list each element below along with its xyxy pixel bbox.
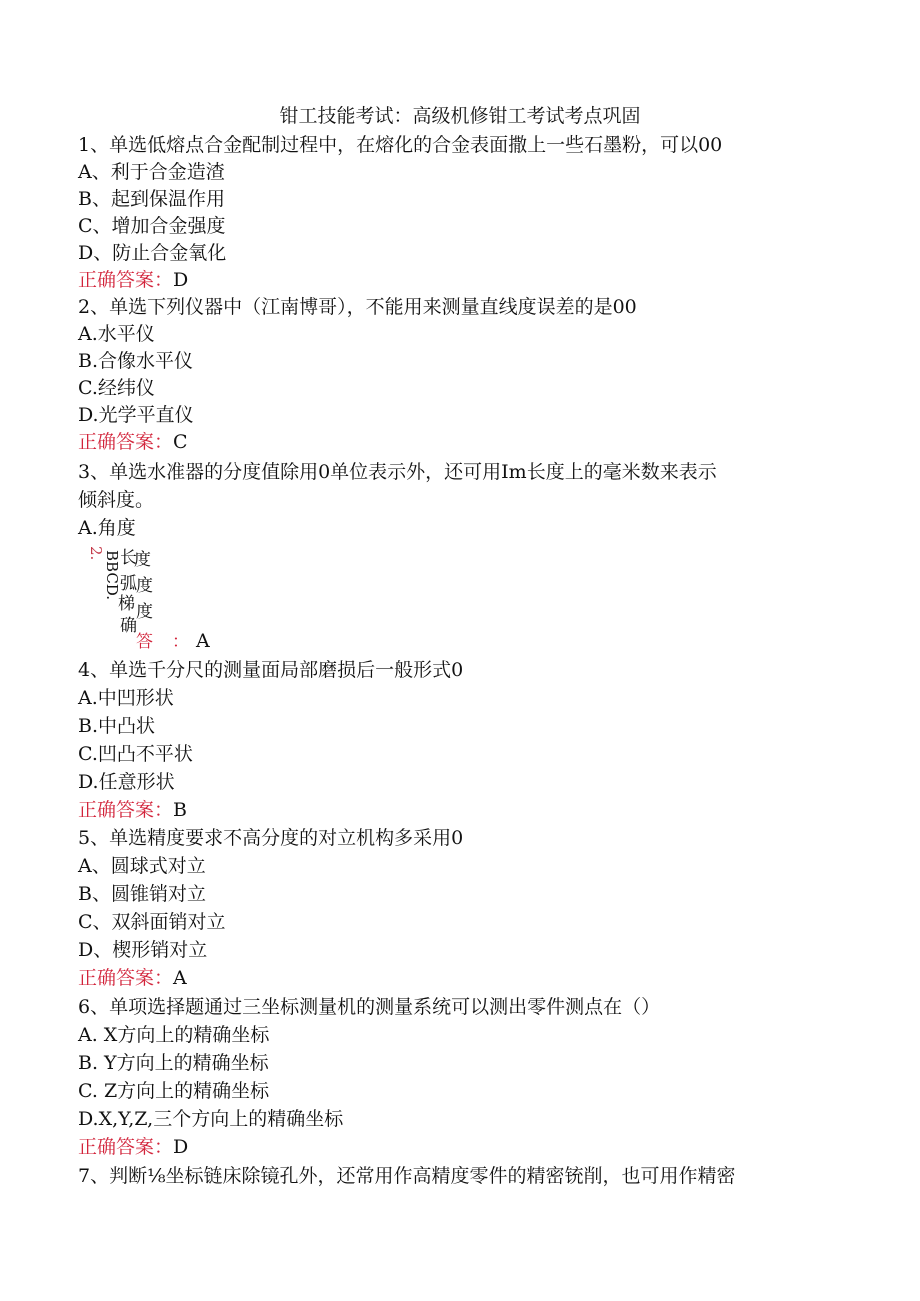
question-2-option-b: B.合像水平仪 <box>78 350 194 372</box>
question-5-option-d: D、楔形销对立 <box>78 939 208 961</box>
question-1-text: 1、单选低熔点合金配制过程中，在熔化的合金表面撒上一些石墨粉，可以00 <box>78 134 723 156</box>
answer-label: 正确答案： <box>78 967 174 989</box>
question-3-answer-letter: A <box>196 630 210 652</box>
question-6-option-d: D.X,Y,Z,三个方向上的精确坐标 <box>78 1108 344 1130</box>
question-1-answer <box>78 267 188 293</box>
question-4-answer <box>78 797 187 823</box>
question-6-text: 6、单项选择题通过三坐标测量机的测量系统可以测出零件测点在（） <box>78 996 661 1018</box>
answer-letter: C <box>173 431 188 453</box>
question-3-garbled-block <box>88 544 228 654</box>
question-5-option-b: B、圆锥销对立 <box>78 883 206 905</box>
question-2-option-c: C.经纬仪 <box>78 377 155 399</box>
question-4-option-c: C.凹凸不平状 <box>78 743 193 765</box>
question-4-text: 4、单选千分尺的测量面局部磨损后一般形式0 <box>78 659 464 681</box>
question-5-option-c: C、双斜面销对立 <box>78 911 226 933</box>
question-4-option-d: D.任意形状 <box>78 771 175 793</box>
garbled-hu: 弧 <box>120 574 137 594</box>
garbled-chang: 长 <box>120 548 137 568</box>
question-1-option-b: B、起到保温作用 <box>78 188 225 210</box>
garbled-col-1: 2. <box>87 546 105 561</box>
document-title: 钳工技能考试：高级机修钳工考试考点巩固 <box>279 105 641 127</box>
question-6-option-c: C. Z方向上的精确坐标 <box>78 1080 270 1102</box>
question-6-answer <box>78 1134 188 1160</box>
question-6-option-a: A. X方向上的精确坐标 <box>78 1024 270 1046</box>
question-3-option-a: A.角度 <box>78 517 136 539</box>
garbled-answer-fragment: 答 <box>136 632 153 652</box>
answer-letter: A <box>173 967 187 989</box>
question-1-option-c: C、增加合金强度 <box>78 215 226 237</box>
question-4-option-a: A.中凹形状 <box>78 687 174 709</box>
question-5-option-a: A、圆球式对立 <box>78 855 206 877</box>
question-1-option-a: A、利于合金造渣 <box>78 161 225 183</box>
question-2-answer <box>78 429 188 455</box>
garbled-du-2: 度 <box>136 576 153 596</box>
question-7-text: 7、判断⅛坐标链床除镜孔外，还常用作高精度零件的精密铳削，也可用作精密 <box>78 1165 736 1187</box>
question-2-text: 2、单选下列仪器中（江南博哥），不能用来测量直线度误差的是00 <box>78 296 637 318</box>
garbled-ti: 梯 <box>118 594 135 614</box>
question-2-option-d: D.光学平直仪 <box>78 404 194 426</box>
answer-letter: B <box>173 799 187 821</box>
answer-label: 正确答案： <box>78 1136 174 1158</box>
question-5-answer <box>78 965 187 991</box>
garbled-colon: ： <box>172 632 189 652</box>
question-1-option-d: D、防止合金氧化 <box>78 242 227 264</box>
question-3-text: 3、单选水准器的分度值除用0单位表示外，还可用Im长度上的毫米数来表示 <box>78 461 717 483</box>
garbled-du-1: 度 <box>134 550 151 570</box>
answer-letter: D <box>173 269 189 291</box>
question-6-option-b: B. Y方向上的精确坐标 <box>78 1052 269 1074</box>
answer-label: 正确答案： <box>78 269 174 291</box>
answer-label: 正确答案： <box>78 799 174 821</box>
answer-label: 正确答案： <box>78 431 174 453</box>
garbled-col-3: BBCD. <box>103 550 121 601</box>
garbled-que: 确 <box>120 616 137 636</box>
question-4-option-b: B.中凸状 <box>78 715 156 737</box>
garbled-du-3: 度 <box>136 602 153 622</box>
question-3-text-cont: 倾斜度。 <box>78 489 155 511</box>
question-5-text: 5、单选精度要求不高分度的对立机构多采用0 <box>78 827 464 849</box>
answer-letter: D <box>173 1136 189 1158</box>
question-2-option-a: A.水平仪 <box>78 323 155 345</box>
